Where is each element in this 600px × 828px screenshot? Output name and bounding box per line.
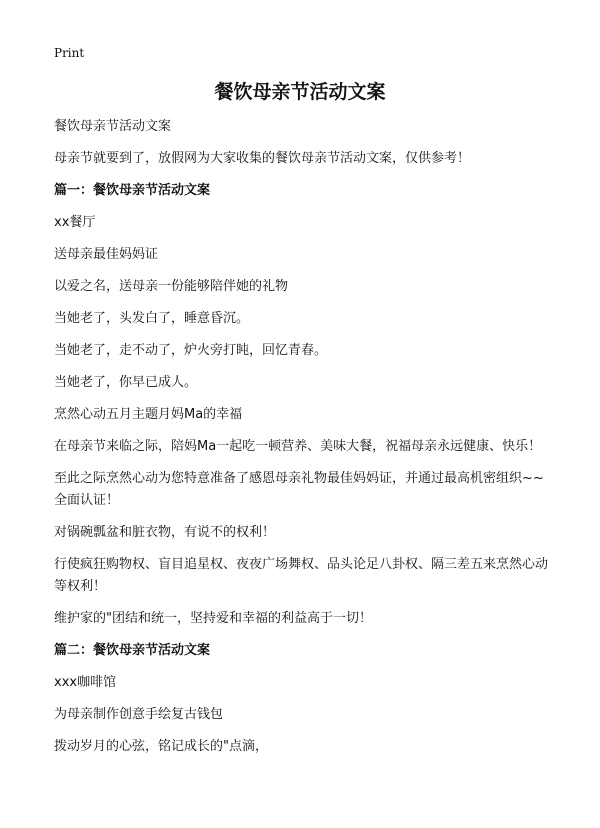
section-heading-2: 篇二：餐饮母亲节活动文案 [54,643,211,658]
paragraph-intro: 母亲节就要到了，放假网为大家收集的餐饮母亲节活动文案，仅供参考！ [54,151,471,166]
document-body [54,116,554,768]
section-heading-1: 篇一：餐饮母亲节活动文案 [54,183,211,198]
document-title: 餐饮母亲节活动文案 [214,81,386,103]
paragraph: 当她老了，你早已成人。 [54,375,198,390]
print-link[interactable]: Print [54,46,85,60]
paragraph: 烹然心动五月主题月妈Ma的幸福 [54,407,243,422]
paragraph: 当她老了，走不动了，炉火旁打盹，回忆青春。 [54,343,328,358]
paragraph: 拨动岁月的心弦，铭记成长的"点滴， [54,739,268,754]
paragraph: 维护家的"团结和统一，坚持爱和幸福的利益高于一切！ [54,611,372,626]
paragraph: 对锅碗瓢盆和脏衣物，有说不的权利！ [54,525,276,540]
paragraph: 至此之际烹然心动为您特意准备了感恩母亲礼物最佳妈妈证，并通过最高机密组织~~全面认证！ [54,471,544,508]
paragraph: 行使疯狂购物权、盲目追星权、夜夜广场舞权、品头论足八卦权、隔三差五来烹然心动等权利！ [54,557,549,594]
paragraph: 送母亲最佳妈妈证 [54,247,159,262]
paragraph: 当她老了，头发白了，睡意昏沉。 [54,311,250,326]
paragraph: 在母亲节来临之际，陪妈Ma一起吃一顿营养、美味大餐，祝福母亲永远健康、快乐！ [54,439,542,454]
paragraph: xxx咖啡馆 [54,675,117,690]
paragraph: xx餐厅 [54,215,96,230]
paragraph-intro-title: 餐饮母亲节活动文案 [54,119,172,134]
paragraph: 为母亲制作创意手绘复古钱包 [54,707,224,722]
paragraph: 以爱之名，送母亲一份能够陪伴她的礼物 [54,279,289,294]
